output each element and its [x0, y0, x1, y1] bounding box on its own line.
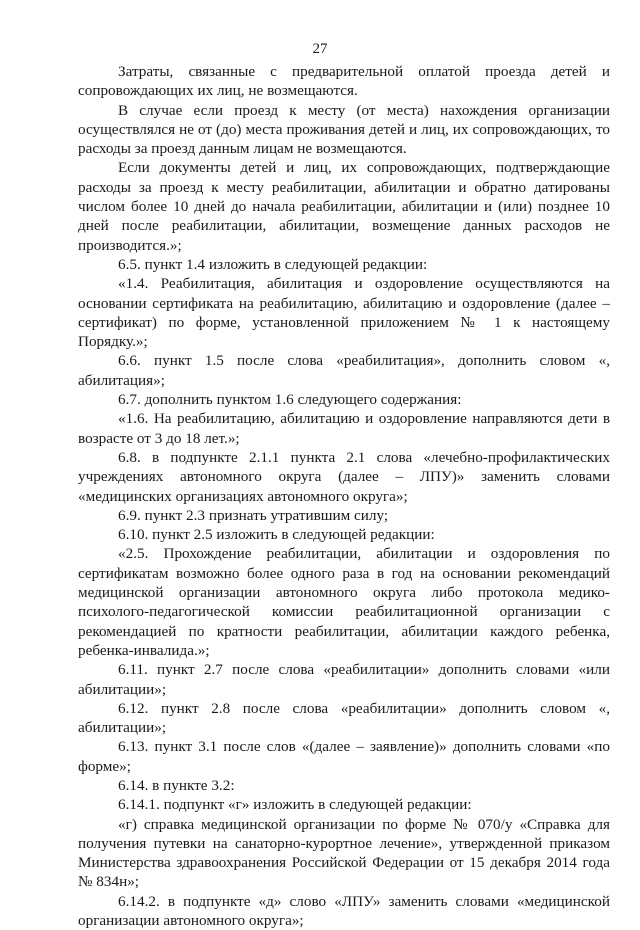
paragraph: «2.5. Прохождение реабилитации, абилитации и оздоровления по сертификатам возможно более одного раза в год на основании рекомендаций медицинской организации автономного округа либо протокола медико-психолого-педагогической комиссии реабилитационной организации с рекомендацией по кратности реабилитации, абилитации каждого ребенка, ребенка-инвалида.»; — [78, 545, 610, 659]
paragraph: Если документы детей и лиц, их сопровождающих, подтверждающие расходы за проезд к месту реабилитации, абилитации и обратно датированы числом более 10 дней до начала реабилитации, абилитации и (или) позднее 10 дней после реабилитации, абилитации, возмещение данных расходов не производится.»; — [78, 159, 610, 254]
paragraph: 6.11. пункт 2.7 после слова «реабилитации» дополнить словами «или абилитации»; — [78, 661, 610, 698]
paragraph: 6.5. пункт 1.4 изложить в следующей редакции: — [118, 255, 428, 273]
paragraph: 6.7. дополнить пунктом 1.6 следующего содержания: — [118, 391, 462, 409]
paragraph: 6.6. пункт 1.5 после слова «реабилитация», дополнить словом «, абилитация»; — [78, 352, 610, 389]
paragraph: 6.10. пункт 2.5 изложить в следующей редакции: — [118, 526, 435, 544]
paragraph: Затраты, связанные с предварительной оплатой проезда детей и сопровождающих их лиц, не возмещаются. — [78, 63, 610, 100]
document-body — [78, 62, 610, 930]
page-number: 27 — [312, 41, 328, 57]
paragraph: 6.14.1. подпункт «г» изложить в следующей редакции: — [118, 796, 472, 814]
paragraph: 6.8. в подпункте 2.1.1 пункта 2.1 слова «лечебно-профилактических учреждениях автономного округа (далее – ЛПУ)» заменить словами «медицинских организациях автономного округа»; — [78, 448, 610, 505]
paragraph: 6.14. в пункте 3.2: — [118, 776, 235, 794]
paragraph: 6.13. пункт 3.1 после слов «(далее – заявление)» дополнить словами «по форме»; — [78, 738, 610, 775]
paragraph: 6.9. пункт 2.3 признать утратившим силу; — [118, 506, 389, 524]
paragraph: «г) справка медицинской организации по форме № 070/у «Справка для получения путевки на санаторно-курортное лечение», утвержденной приказом Министерства здравоохранения Российской Федерации от 15 декабря 2014 года № 834н»; — [78, 815, 610, 891]
paragraph: 6.12. пункт 2.8 после слова «реабилитации» дополнить словом «, абилитации»; — [78, 699, 610, 737]
paragraph: 6.14.2. в подпункте «д» слово «ЛПУ» заменить словами «медицинской организации автономного округа»; — [78, 892, 610, 930]
paragraph: «1.4. Реабилитация, абилитация и оздоровление осуществляются на основании сертификата на реабилитацию, абилитацию и оздоровление (далее – сертификат) по форме, установленной приложением № 1 к настоящему Порядку.»; — [78, 275, 610, 351]
paragraph: «1.6. На реабилитацию, абилитацию и оздоровление направляются дети в возрасте от 3 до 18 лет.»; — [78, 410, 610, 447]
paragraph: В случае если проезд к месту (от места) нахождения организации осуществлялся не от (до) места проживания детей и лиц, их сопровождающих, то расходы за проезд данным лицам не возмещаются. — [78, 101, 610, 158]
